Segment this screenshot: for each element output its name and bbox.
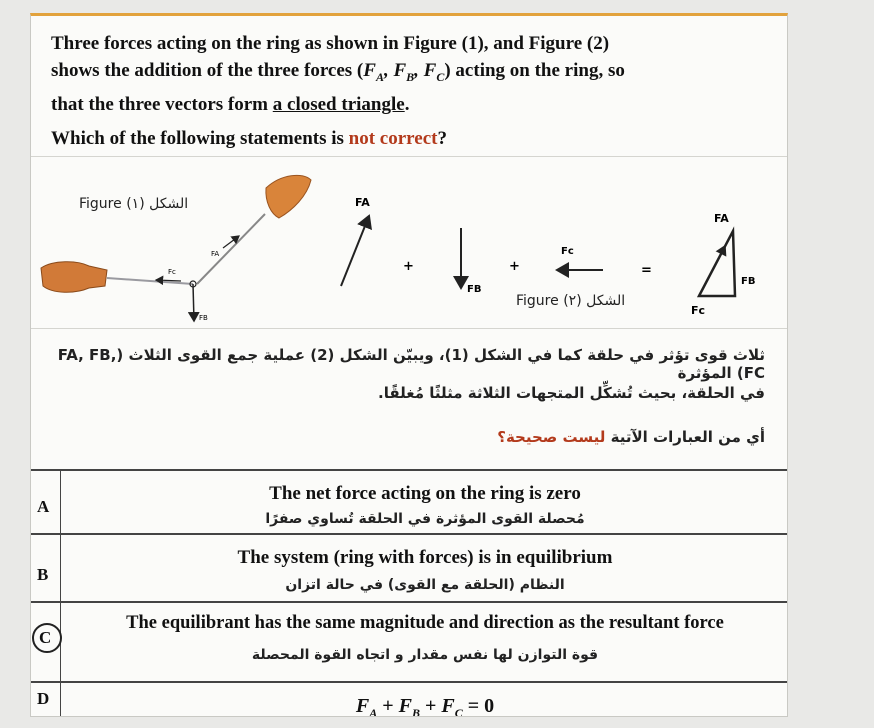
- option-b[interactable]: [31, 533, 787, 601]
- closed-triangle-underlined: a closed triangle: [272, 93, 405, 115]
- which-question: Which of the following statements is not correct?: [51, 127, 447, 149]
- plus-2: +: [509, 259, 520, 274]
- option-text-en: The net force acting on the ring is zero: [269, 483, 581, 504]
- triangle-fa-label: FA: [714, 212, 729, 225]
- question-line-2: shows the addition of the three forces ($F_A$, $F_B$, $F_C$) acting on the ring, so: [51, 60, 625, 84]
- question-arabic-line-2: في الحلقة، بحيث تُشكِّل المتجهات الثلاثة مثلثًا مُغلقًا.: [378, 384, 765, 402]
- figure-1-label: Figure (١) الشكل: [79, 196, 189, 212]
- option-text-en: The equilibrant has the same magnitude and direction as the resultant force: [126, 613, 724, 633]
- divider: [31, 156, 787, 157]
- question-line-3: that the three vectors form a closed triangle.: [51, 93, 410, 115]
- plus-1: +: [403, 259, 414, 274]
- triangle-fb-label: FB: [741, 276, 756, 287]
- force-figures: [31, 166, 787, 336]
- label-fc-small: Fc: [168, 268, 176, 276]
- figure-2-addition: [341, 196, 755, 317]
- option-text-ar: مُحصلة القوى المؤثرة في الحلقة تُساوي صفرًا: [265, 511, 585, 527]
- option-text-en: The system (ring with forces) is in equilibrium: [237, 547, 613, 568]
- vector-fa-label: FA: [355, 196, 370, 209]
- option-equation: $F_A + F_B + F_C = 0$: [355, 695, 495, 717]
- options-table: [31, 469, 787, 717]
- question-arabic-which: أي من العبارات الآتية ليست صحيحة؟: [497, 428, 765, 446]
- option-letter: C: [39, 628, 52, 647]
- closed-triangle: [699, 231, 735, 296]
- question-line-1: Three forces acting on the ring as shown in Figure (1), and Figure (2): [51, 33, 610, 54]
- label-fa-small: FA: [211, 250, 220, 258]
- rope-top: [197, 214, 265, 284]
- hand-top-icon: [266, 175, 311, 218]
- option-d[interactable]: [31, 681, 787, 717]
- divider: [31, 328, 787, 329]
- option-letter: D: [37, 689, 50, 708]
- question-arabic-line-1: ثلاث قوى تؤثر في حلقة كما في الشكل (1)، ويبيّن الشكل (2) عملية جمع القوى الثلاث (FA, FB, FC) المؤثرة: [57, 346, 765, 382]
- vector-fc-label: Fc: [561, 246, 574, 257]
- option-text-ar: قوة التوازن لها نفس مقدار و اتجاه القوة المحصلة: [251, 647, 599, 663]
- triangle-fc-label: Fc: [691, 304, 706, 317]
- label-fb-small: FB: [199, 314, 208, 322]
- figure-1-ring: [41, 175, 311, 322]
- option-letter: A: [37, 497, 50, 516]
- hand-left-icon: [41, 262, 107, 293]
- equals-sign: =: [641, 263, 652, 278]
- question-sheet: [30, 13, 788, 717]
- vector-fa: [341, 216, 369, 286]
- option-letter: B: [37, 565, 49, 584]
- option-a[interactable]: [31, 469, 787, 533]
- question-english: [51, 30, 776, 152]
- triangle-arrow-fa: [717, 246, 725, 262]
- option-text-ar: النظام (الحلقة مع القوى) في حالة اتزان: [285, 577, 565, 593]
- figure-2-label: Figure (٢) الشكل: [516, 293, 626, 309]
- vector-fb-label: FB: [467, 284, 482, 295]
- arrow-fb-small: [193, 284, 194, 321]
- option-c[interactable]: [31, 601, 787, 681]
